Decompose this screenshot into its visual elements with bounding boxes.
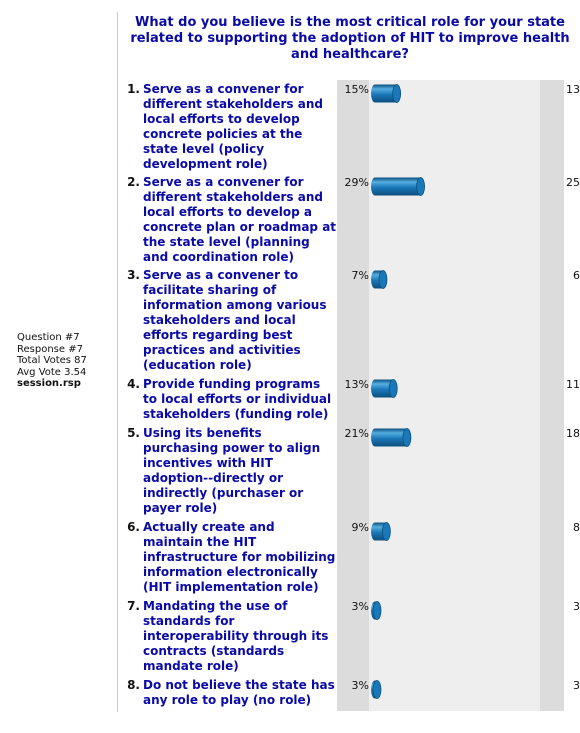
- answer-number: 2.: [127, 175, 140, 189]
- answer-label: Using its benefits purchasing power to align incentives with HIT adoption--directly or indirectly (purchaser or payer role): [143, 426, 321, 515]
- answer-number: 8.: [127, 678, 140, 692]
- percent-label: 13%: [344, 378, 369, 391]
- vote-count: 3: [573, 679, 580, 692]
- answer-number: 6.: [127, 520, 140, 534]
- session-file: session.rsp: [17, 378, 81, 389]
- bar: [371, 84, 403, 103]
- bar: [371, 270, 389, 289]
- answer-number: 5.: [127, 426, 140, 440]
- answer-number: 1.: [127, 82, 140, 96]
- percent-label: 3%: [351, 679, 369, 692]
- percent-label: 29%: [344, 176, 369, 189]
- question-number: Question #7: [17, 332, 80, 343]
- total-votes: Total Votes 87: [17, 355, 87, 366]
- vote-count: 8: [573, 521, 580, 534]
- percent-label: 3%: [351, 600, 369, 613]
- answer-number: 4.: [127, 377, 140, 391]
- response-number: Response #7: [17, 343, 83, 355]
- average-vote: Avg Vote 3.54: [17, 366, 87, 378]
- percent-label: 9%: [351, 521, 369, 534]
- answer-label: Serve as a convener for different stakeholders and local efforts to develop concrete policies at the state level (policy development role): [143, 82, 323, 171]
- answer-number: 7.: [127, 599, 140, 613]
- percent-label: 7%: [351, 269, 369, 282]
- bar: [371, 522, 392, 541]
- bar: [371, 601, 383, 620]
- vote-count: 6: [573, 269, 580, 282]
- bar: [371, 680, 383, 699]
- answer-number: 3.: [127, 268, 140, 282]
- answer-label: Serve as a convener for different stakeholders and local efforts to develop a concrete plan or roadmap at the state level (planning and coordination role): [143, 175, 337, 264]
- answer-label: Serve as a convener to facilitate sharing of information among various stakeholders and local efforts regarding best practices and activities (education role): [143, 268, 327, 372]
- answer-label: Do not believe the state has any role to play (no role): [143, 678, 335, 707]
- percent-label: 21%: [344, 427, 369, 440]
- vote-count: 3: [573, 600, 580, 613]
- answer-label: Provide funding programs to local efforts or individual stakeholders (funding role): [143, 377, 332, 421]
- answer-label: Mandating the use of standards for interoperability through its contracts (standards mandate role): [143, 599, 329, 673]
- vote-count: 13: [566, 83, 580, 96]
- bar: [371, 428, 413, 447]
- percent-label: 15%: [344, 83, 369, 96]
- chart-title: What do you believe is the most critical role for your state related to supporting the adoption of HIT to improve health and healthcare?: [130, 15, 570, 62]
- bar: [371, 379, 399, 398]
- vote-count: 18: [566, 427, 580, 440]
- bar: [371, 177, 427, 196]
- vote-count: 11: [566, 378, 580, 391]
- answer-label: Actually create and maintain the HIT infrastructure for mobilizing information electronically (HIT implementation role): [143, 520, 336, 594]
- session-info: [17, 332, 117, 390]
- vote-count: 25: [566, 176, 580, 189]
- divider-line: [117, 12, 118, 712]
